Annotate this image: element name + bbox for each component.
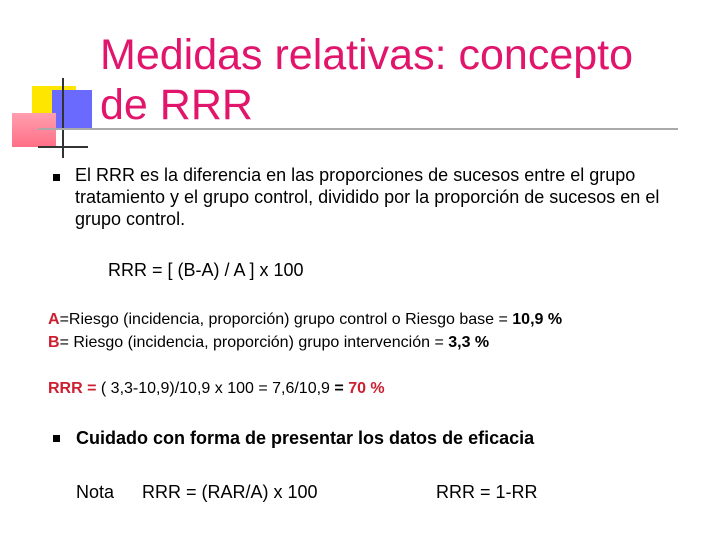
risk-a-value: 10,9 % [512, 311, 563, 328]
risk-b-letter: B [48, 334, 60, 351]
risk-b-line [48, 333, 489, 353]
risk-b-text: = Riesgo (incidencia, proporción) grupo intervención = [59, 334, 449, 351]
slide-title-line2: de RRR [100, 81, 253, 129]
rrr-calc-label: RRR = [48, 380, 97, 397]
rrr-calc-eq: = [334, 380, 344, 397]
risk-a-line [48, 310, 562, 330]
note-line [76, 481, 538, 503]
note-label: Nota [76, 482, 115, 502]
risk-b-value: 3,3 % [448, 334, 490, 351]
rrr-calculation-line [48, 379, 385, 399]
bullet-square-icon [53, 435, 60, 442]
slide-title [100, 30, 700, 130]
decor-pink-square [12, 113, 56, 147]
risk-a-text: =Riesgo (incidencia, proporción) grupo control o Riesgo base = [59, 311, 513, 328]
risk-a-letter: A [48, 311, 60, 328]
slide-title-line1: Medidas relativas: concepto [100, 31, 634, 79]
rrr-calc-value: 70 % [348, 380, 385, 397]
definition-paragraph: El RRR es la diferencia en las proporciones de sucesos entre el grupo tratamiento y el grupo control, dividido por la proporción de sucesos en el grupo control. [75, 165, 660, 229]
note-formula-1: RRR = (RAR/A) x 100 [142, 482, 318, 502]
rrr-formula: RRR = [ (B-A) / A ] x 100 [108, 260, 304, 280]
note-formula-2: RRR = 1-RR [436, 482, 538, 502]
decor-blue-square [52, 90, 92, 130]
caution-paragraph: Cuidado con forma de presentar los datos de eficacia [76, 428, 535, 448]
bullet-square-icon [53, 174, 60, 181]
rrr-calc-text: ( 3,3-10,9)/10,9 x 100 = 7,6/10,9 [96, 380, 335, 397]
decor-short-line [38, 146, 88, 148]
